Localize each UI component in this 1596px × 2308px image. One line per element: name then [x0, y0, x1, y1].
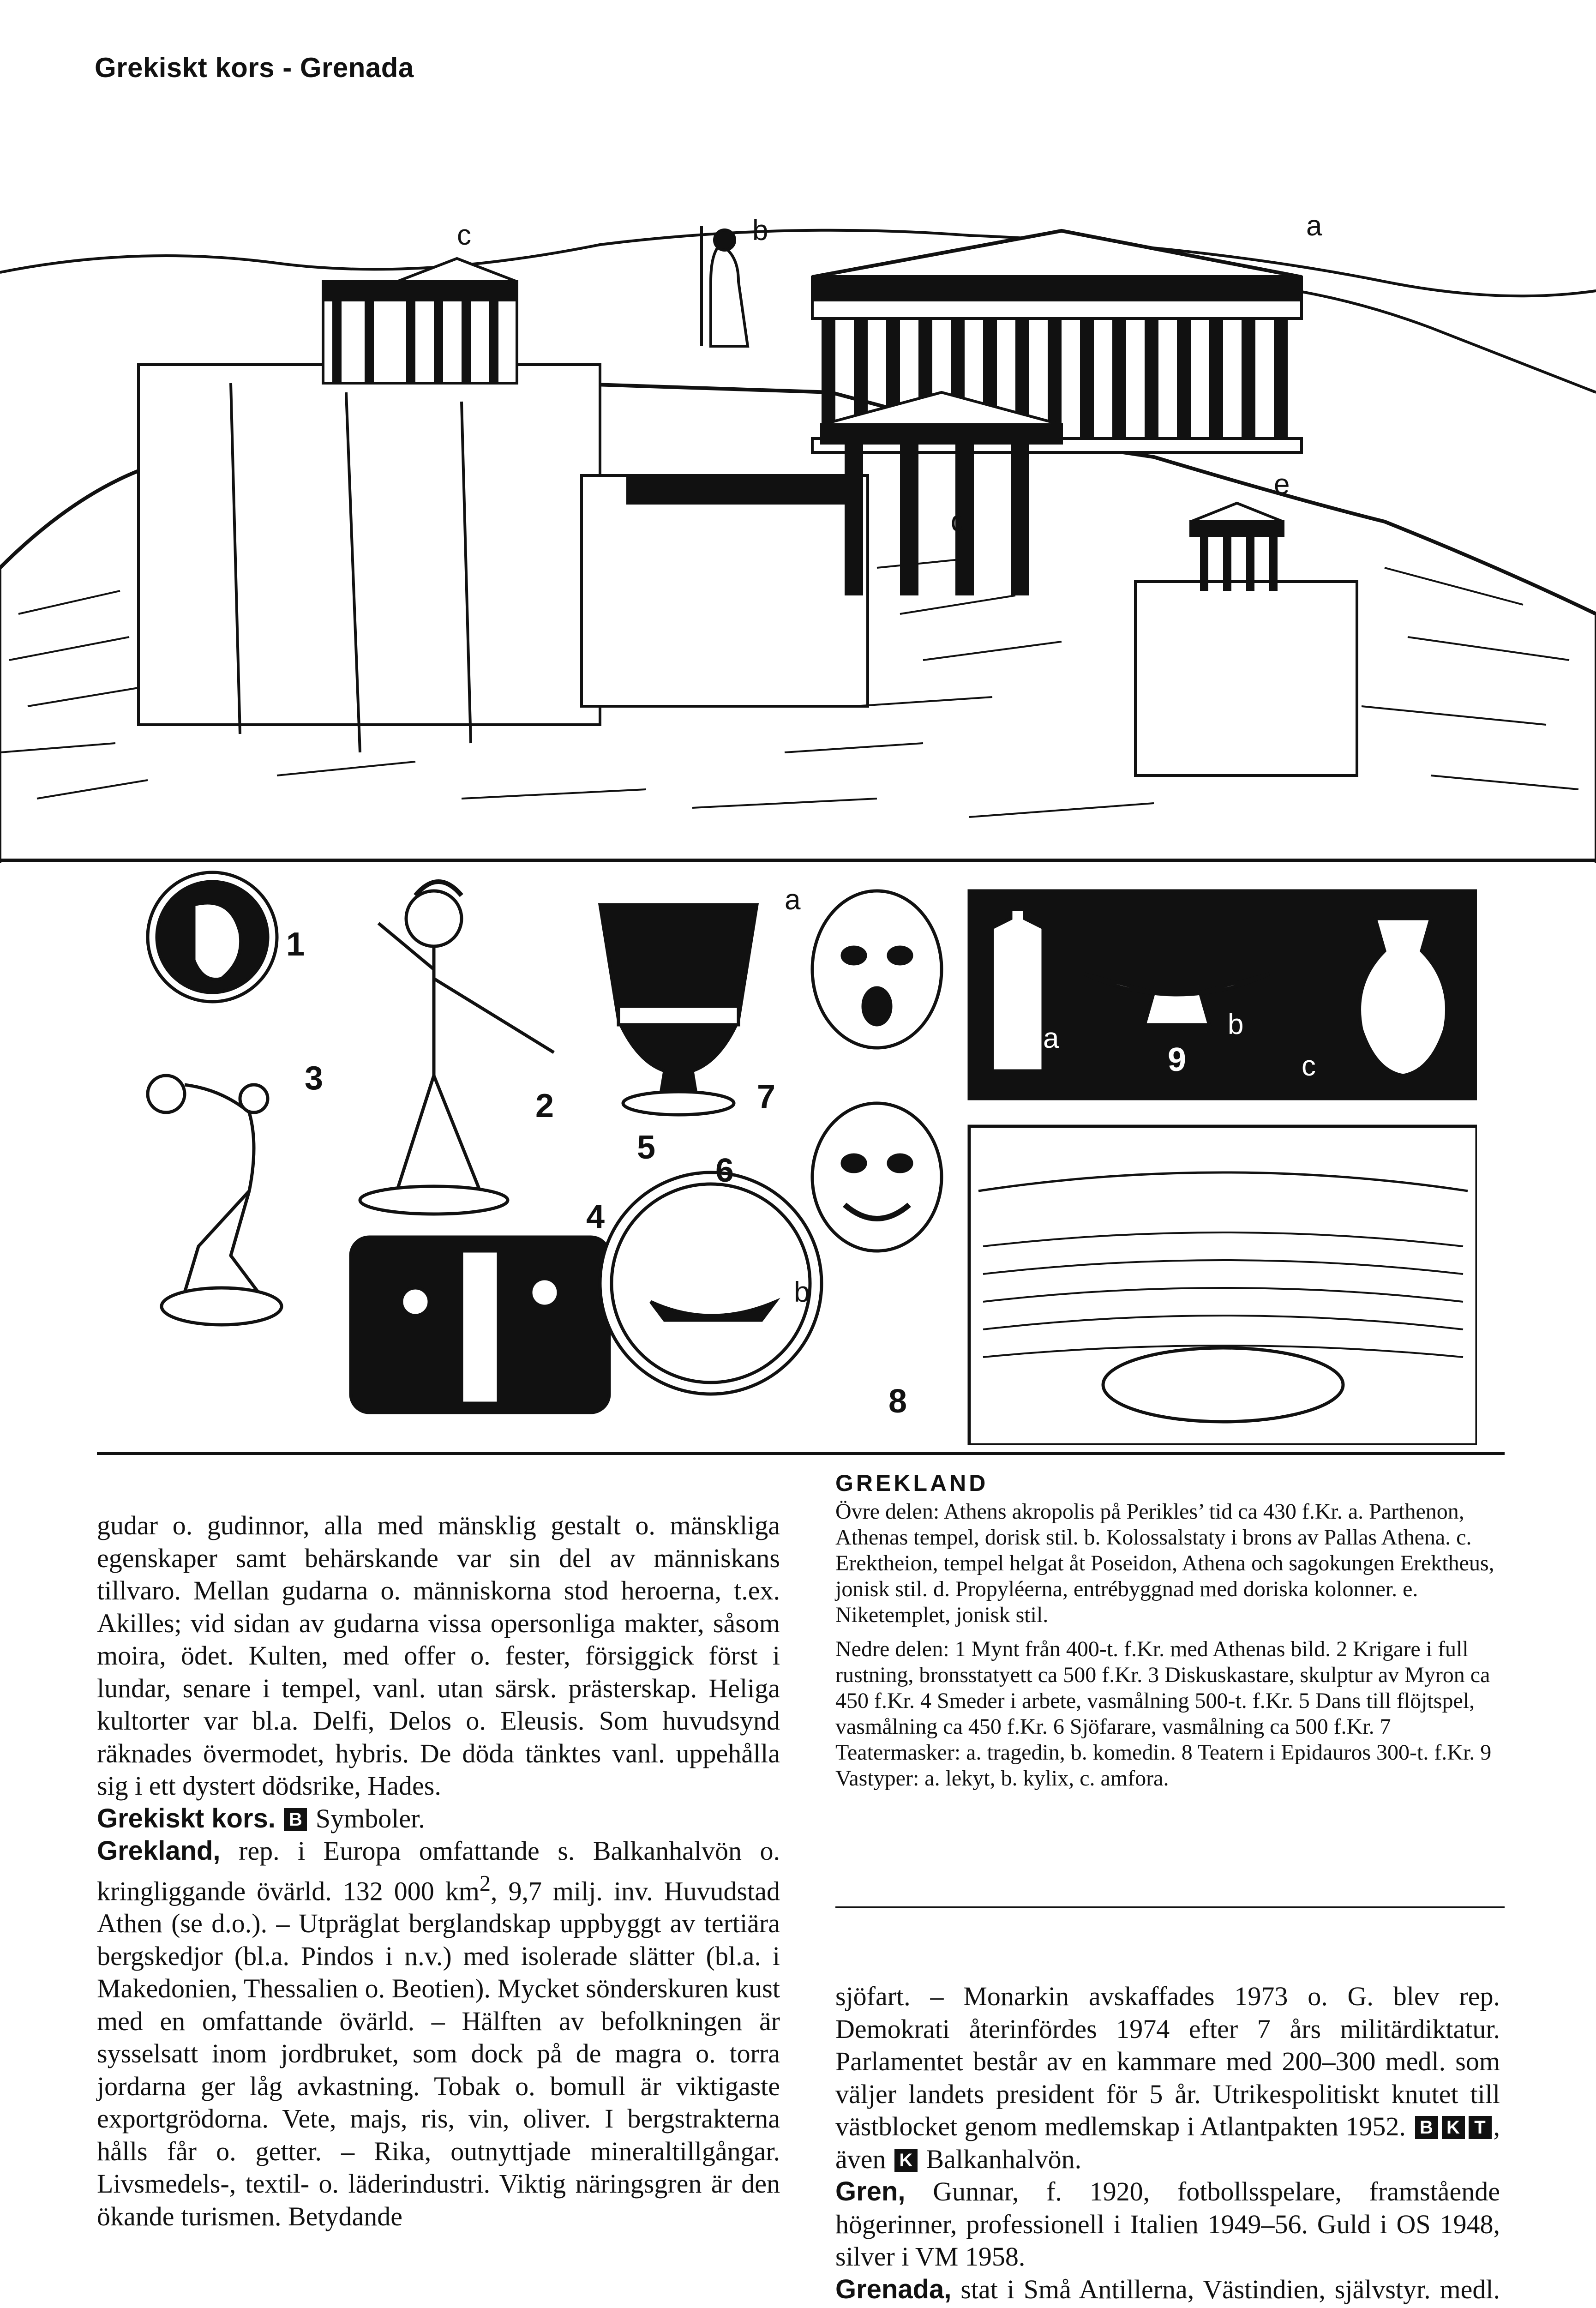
entry-text: rep. i Europa omfattande s. Balkanhalvön o. kringliggande övärld. 132 000 km — [97, 1836, 780, 1906]
right-column — [835, 1980, 1500, 2308]
entry-grekiskt-kors — [97, 1803, 780, 1835]
entry-text: Gunnar, f. 1920, fotbollsspelare, framstående högerinner, professionell i Italien 1949–56. Guld i OS 1948, silver i VM 1958. — [835, 2176, 1500, 2272]
num-1: 1 — [286, 926, 305, 963]
grekland-continued — [835, 1980, 1500, 2176]
num-6: 6 — [715, 1152, 734, 1189]
headword-grekiskt-kors: Grekiskt kors. — [97, 1803, 276, 1833]
mask-label-a: a — [785, 884, 801, 916]
label-d: d — [951, 505, 967, 537]
entry-text: , 9,7 milj. inv. Huvudstad Athen (se d.o.). – Utpräglat berglandskap uppbyggt av tertiära bergskedjor (bl.a. Pindos i n.v.) med isolerade slätter (bl.a. i Makedonien, Thessalien o. Beotien). Mycket sönderskuren kust med en omfattande övärld. – Hälften av befolkningen är sysselsatt inom jordbruket, som dock på de magra o. torra jordarna ger låg avkastning. Tobak o. bomull är viktigaste exportgrödorna. Vete, majs, ris, vin, oliver. I bergstrakterna hålls får o. getter. – Rika, outnyttjade mineraltillgångar. Livsmedels-, textil- o. läderindustri. Viktig näringsgren är den ökande turismen. Betydande — [97, 1875, 780, 2231]
num-8: 8 — [888, 1383, 907, 1420]
num-5: 5 — [637, 1129, 656, 1166]
smiths-vase-drawing — [351, 1237, 609, 1412]
label-e: e — [1274, 469, 1290, 500]
caption-title: GREKLAND — [835, 1470, 989, 1496]
symbol-b-icon: B — [1415, 2116, 1438, 2139]
symbol-k-icon: K — [1442, 2116, 1465, 2139]
entry-text: Symboler. — [315, 1803, 425, 1833]
label-a: a — [1306, 210, 1322, 242]
label-c: c — [457, 219, 471, 251]
num-3: 3 — [305, 1060, 324, 1097]
left-column — [97, 1509, 780, 2233]
text-divider — [97, 1452, 1505, 1455]
page-header: Grekiskt kors - Grenada — [95, 52, 414, 83]
vase-label-a: a — [1043, 1022, 1059, 1054]
discus-thrower-drawing — [148, 1076, 282, 1325]
vase-label-b: b — [1228, 1009, 1244, 1040]
caption-bottom-part: Nedre delen: 1 Mynt från 400-t. f.Kr. med Athenas bild. 2 Krigare i full rustning, bronsstatyett ca 500 f.Kr. 3 Diskuskastare, skulptur av Myron ca 450 f.Kr. 4 Smeder i arbete, vasmålning 500-t. f.Kr. 5 Dans till flöjtspel, vasmålning ca 450 f.Kr. 6 Sjöfarare, vasmålning ca 500 f.Kr. 7 Teatermasker: a. tragedin, b. komedin. 8 Teatern i Epidauros 300-t. f.Kr. 9 Vastyper: a. lekyt, b. kylix, c. amfora. — [835, 1637, 1492, 1791]
tragedy-mask-drawing — [812, 891, 942, 1048]
entry-text: sjöfart. – Monarkin avskaffades 1973 o. G. blev rep. Demokrati återinfördes 1974 efter 7 års militärdiktatur. Parlamentet består av en kammare med 200–300 medl. som väljer landets president för 5 år. Utrikespolitiskt knutet till västblocket genom medlemskap i Atlantpakten 1952. — [835, 1981, 1500, 2141]
religion-paragraph: gudar o. gudinnor, alla med mänsklig gestalt o. mänskliga egenskaper samt behärskande var sin del av människans tillvaro. Mellan gudarna o. människorna stod heroerna, t.ex. Akilles; vid sidan av gudarna vissa opersonliga makter, såsom moira, ödet. Kulten, med offer o. fester, försiggick först i lundar, senare i tempel, vanl. utan särsk. prästerskap. Heliga kultorter var bl.a. Delfi, Delos o. Eleusis. Som huvudsynd räknades övermodet, hybris. De döda tänktes vanl. uppehålla sig i ett dystert dödsrike, Hades. — [97, 1510, 780, 1801]
entry-grekland — [97, 1835, 780, 2233]
athena-statue-drawing — [702, 226, 748, 346]
caption-top-part: Övre delen: Athens akropolis på Perikles’ tid ca 430 f.Kr. a. Parthenon, Athenas tempel, dorisk stil. b. Kolossalstaty i brons av Pallas Athena. c. Erektheion, tempel helgat åt Poseidon, Athena och sagokungen Erektheus, jonisk stil. d. Propyléerna, entrébyggnad med doriska kolonner. e. Niketemplet, jonisk stil. — [835, 1499, 1494, 1627]
entry-text: , även — [835, 2111, 1500, 2174]
vase-label-c: c — [1302, 1050, 1316, 1082]
caption-divider — [835, 1906, 1505, 1908]
num-9: 9 — [1168, 1041, 1187, 1078]
erechtheion-drawing — [323, 258, 517, 383]
warrior-drawing — [360, 882, 554, 1214]
epidauros-theatre-drawing — [969, 1126, 1477, 1445]
symbol-t-icon: T — [1469, 2116, 1492, 2139]
acropolis-illustration — [0, 106, 1596, 863]
symbol-k-icon: K — [894, 2149, 918, 2172]
entry-text: stat i Små Antillerna, Västindien, självstyr. medl. — [960, 2274, 1500, 2304]
superscript: 2 — [479, 1871, 491, 1896]
krater-vase-drawing — [600, 905, 757, 1115]
caption-box — [835, 1470, 1505, 1791]
illustration-divider — [0, 859, 1596, 862]
num-2: 2 — [535, 1088, 554, 1124]
num-7: 7 — [757, 1078, 776, 1115]
entry-gren — [835, 2176, 1500, 2273]
num-4: 4 — [586, 1198, 605, 1235]
symbol-b-icon: B — [284, 1808, 307, 1831]
comedy-mask-drawing — [812, 1103, 942, 1251]
headword-gren: Gren, — [835, 2176, 906, 2206]
headword-grekland: Grekland, — [97, 1836, 221, 1866]
coin-drawing — [148, 872, 277, 1002]
label-b: b — [752, 215, 768, 246]
greek-artifacts-illustration — [138, 868, 1477, 1445]
headword-grenada: Grenada, — [835, 2274, 952, 2304]
vase-types-panel — [969, 891, 1477, 1099]
entry-grenada — [835, 2273, 1500, 2308]
entry-text: Balkanhalvön. — [926, 2144, 1082, 2174]
mask-label-b: b — [794, 1276, 810, 1308]
seafarers-plate-drawing — [600, 1172, 822, 1394]
nike-temple-drawing — [1191, 503, 1283, 591]
